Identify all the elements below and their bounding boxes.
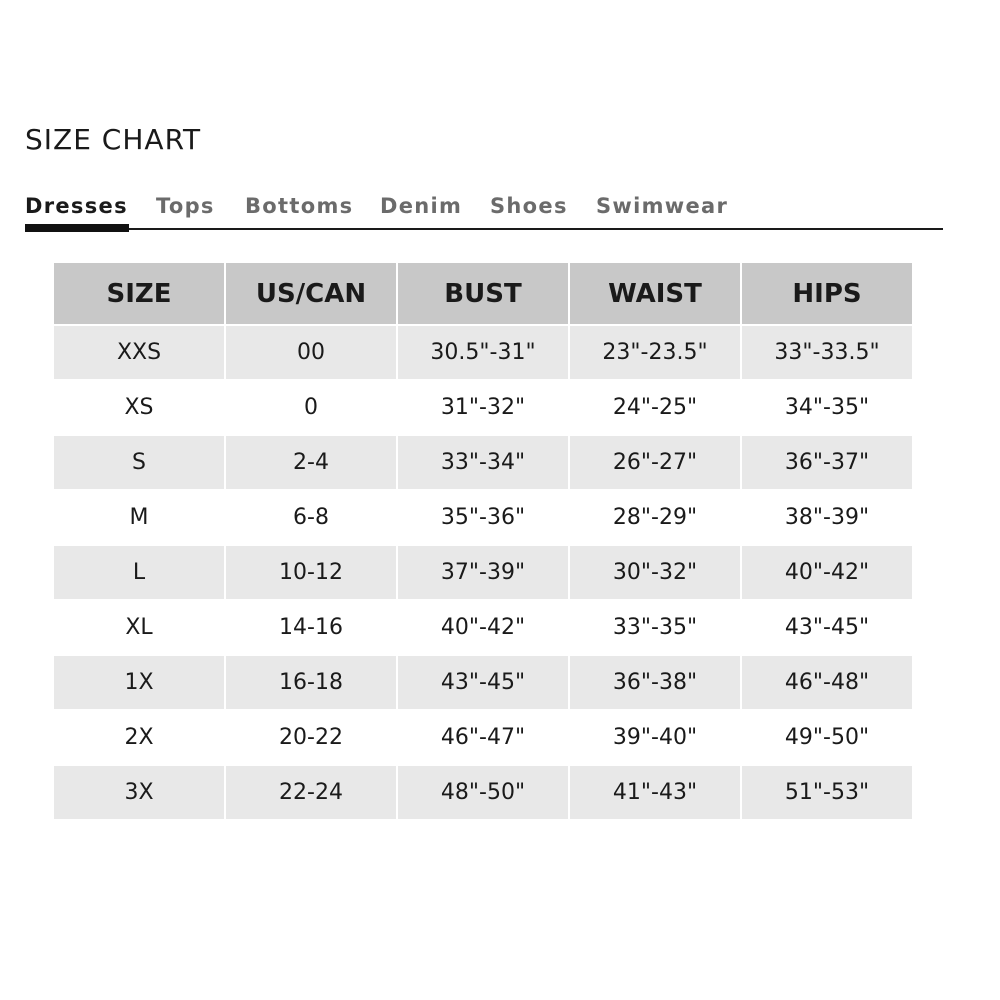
cell-hips: 43"-45": [742, 601, 912, 654]
cell-us-can: 16-18: [226, 656, 396, 709]
cell-hips: 46"-48": [742, 656, 912, 709]
column-header-us-can: US/CAN: [226, 263, 396, 324]
cell-us-can: 2-4: [226, 436, 396, 489]
size-chart-table: [52, 261, 914, 821]
cell-bust: 33"-34": [398, 436, 568, 489]
cell-size: M: [54, 491, 224, 544]
tab-swimwear[interactable]: Swimwear: [596, 194, 729, 218]
cell-waist: 30"-32": [570, 546, 740, 599]
cell-waist: 28"-29": [570, 491, 740, 544]
cell-waist: 33"-35": [570, 601, 740, 654]
cell-bust: 40"-42": [398, 601, 568, 654]
cell-hips: 34"-35": [742, 381, 912, 434]
cell-bust: 37"-39": [398, 546, 568, 599]
cell-bust: 48"-50": [398, 766, 568, 819]
cell-hips: 38"-39": [742, 491, 912, 544]
cell-hips: 49"-50": [742, 711, 912, 764]
cell-waist: 39"-40": [570, 711, 740, 764]
table-row: [54, 601, 912, 654]
cell-size: S: [54, 436, 224, 489]
table-row: [54, 436, 912, 489]
cell-hips: 36"-37": [742, 436, 912, 489]
cell-us-can: 20-22: [226, 711, 396, 764]
cell-size: 3X: [54, 766, 224, 819]
cell-us-can: 00: [226, 326, 396, 379]
table-header-row: [54, 263, 912, 324]
table-row: [54, 491, 912, 544]
category-tabs: [25, 192, 943, 230]
cell-bust: 43"-45": [398, 656, 568, 709]
column-header-hips: HIPS: [742, 263, 912, 324]
column-header-waist: WAIST: [570, 263, 740, 324]
table-row: [54, 656, 912, 709]
table-row: [54, 326, 912, 379]
table-row: [54, 766, 912, 819]
tab-denim[interactable]: Denim: [380, 194, 463, 218]
cell-size: XL: [54, 601, 224, 654]
cell-bust: 35"-36": [398, 491, 568, 544]
cell-waist: 36"-38": [570, 656, 740, 709]
cell-bust: 46"-47": [398, 711, 568, 764]
cell-us-can: 14-16: [226, 601, 396, 654]
tab-tops[interactable]: Tops: [156, 194, 215, 218]
cell-size: 1X: [54, 656, 224, 709]
cell-us-can: 22-24: [226, 766, 396, 819]
cell-hips: 40"-42": [742, 546, 912, 599]
cell-size: 2X: [54, 711, 224, 764]
cell-us-can: 6-8: [226, 491, 396, 544]
cell-bust: 31"-32": [398, 381, 568, 434]
cell-size: XXS: [54, 326, 224, 379]
table-row: [54, 711, 912, 764]
cell-us-can: 10-12: [226, 546, 396, 599]
cell-size: L: [54, 546, 224, 599]
cell-waist: 26"-27": [570, 436, 740, 489]
cell-waist: 24"-25": [570, 381, 740, 434]
cell-hips: 51"-53": [742, 766, 912, 819]
cell-hips: 33"-33.5": [742, 326, 912, 379]
cell-waist: 41"-43": [570, 766, 740, 819]
column-header-size: SIZE: [54, 263, 224, 324]
page-title: SIZE CHART: [25, 123, 202, 156]
table-row: [54, 381, 912, 434]
tab-bottoms[interactable]: Bottoms: [245, 194, 354, 218]
cell-us-can: 0: [226, 381, 396, 434]
page-title-container: [25, 123, 425, 158]
cell-bust: 30.5"-31": [398, 326, 568, 379]
cell-size: XS: [54, 381, 224, 434]
table-row: [54, 546, 912, 599]
tab-dresses[interactable]: Dresses: [25, 194, 128, 218]
tab-shoes[interactable]: Shoes: [490, 194, 568, 218]
active-tab-indicator: [25, 224, 129, 232]
column-header-bust: BUST: [398, 263, 568, 324]
cell-waist: 23"-23.5": [570, 326, 740, 379]
